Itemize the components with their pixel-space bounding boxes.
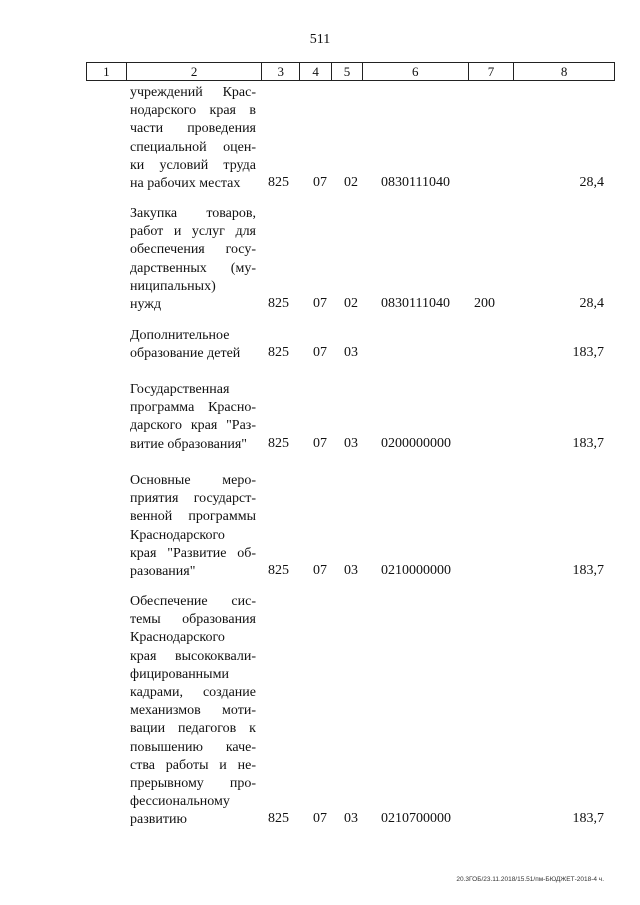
cell-col-4: 07	[313, 435, 327, 451]
cell-col-5: 03	[344, 435, 358, 451]
cell-col-5: 03	[344, 563, 358, 578]
cell-col-6: 0830111040	[381, 296, 450, 311]
cell-col-4: 07	[313, 563, 327, 578]
description-line: края высококвали-	[130, 648, 256, 664]
table-header	[86, 62, 615, 81]
cell-col-4: 07	[313, 345, 327, 361]
description-line: механизмов моти-	[130, 703, 256, 719]
footer-stamp: 20.3ГОБ/23.11.2018/15.51/пм-БЮДЖЕТ-2018-4 ч.	[456, 876, 604, 883]
description-line: ниципальных)	[130, 278, 216, 294]
cell-col-3: 825	[268, 435, 289, 451]
description-line: нужд	[130, 297, 162, 313]
description-line: кадрами, создание	[130, 685, 256, 701]
description-line: Дополнительное	[130, 328, 230, 343]
cell-col-5: 03	[344, 345, 358, 361]
row-description	[130, 84, 256, 193]
cell-col-6: 0200000000	[381, 435, 451, 451]
cell-col-5: 02	[344, 175, 358, 190]
cell-col-8: 28,4	[579, 175, 604, 190]
cell-col-8: 28,4	[579, 296, 604, 311]
description-line: части проведения	[130, 121, 256, 137]
page-number: 511	[309, 32, 331, 47]
row-description	[130, 205, 256, 314]
description-line: Основные меро-	[130, 473, 256, 488]
row-description	[130, 381, 256, 454]
cell-col-3: 825	[268, 563, 289, 578]
description-line: развитию	[130, 812, 187, 828]
cell-col-8: 183,7	[572, 435, 604, 451]
description-line: Обеспечение сис-	[130, 594, 256, 609]
description-line: витие образования"	[130, 436, 247, 452]
description-line: фицированными	[130, 666, 229, 682]
cell-col-7: 200	[474, 296, 495, 311]
description-line: на рабочих местах	[130, 176, 241, 192]
description-line: программа Красно-	[130, 400, 256, 416]
description-line: темы образования	[130, 612, 256, 628]
cell-col-4: 07	[313, 175, 327, 190]
description-line: венной программы	[130, 509, 256, 525]
cell-col-5: 03	[344, 811, 358, 827]
description-line: разования"	[130, 564, 196, 580]
header-col-2: 2	[127, 63, 262, 80]
description-line: прерывному про-	[130, 776, 256, 792]
header-col-3: 3	[262, 63, 300, 80]
cell-col-3: 825	[268, 296, 289, 311]
description-line: учреждений Крас-	[130, 85, 256, 100]
row-description	[130, 472, 256, 581]
cell-col-8: 183,7	[572, 345, 604, 361]
header-col-4: 4	[300, 63, 332, 80]
description-line: образование детей	[130, 346, 241, 362]
row-description	[130, 593, 256, 830]
description-line: приятия государст-	[130, 491, 256, 507]
cell-col-6: 0210000000	[381, 563, 451, 578]
description-line: дарского края "Раз-	[130, 418, 256, 434]
row-description	[130, 327, 256, 363]
cell-col-3: 825	[268, 175, 289, 190]
description-line: дарственных (му-	[130, 260, 256, 276]
header-col-7: 7	[469, 63, 515, 80]
description-line: края "Развитие об-	[130, 545, 256, 561]
header-col-8: 8	[560, 63, 568, 79]
header-col-6: 6	[363, 63, 469, 80]
description-line: Краснодарского	[130, 630, 225, 646]
cell-col-5: 02	[344, 296, 358, 311]
cell-col-4: 07	[313, 296, 327, 311]
cell-col-6: 0830111040	[381, 175, 450, 190]
description-line: ства работы и не-	[130, 757, 256, 773]
cell-col-3: 825	[268, 811, 289, 827]
description-line: обеспечения госу-	[130, 242, 256, 258]
description-line: работ и услуг для	[130, 224, 256, 240]
description-line: специальной оцен-	[130, 139, 256, 155]
description-line: нодарского края в	[130, 103, 256, 119]
header-col-5: 5	[332, 63, 363, 80]
header-col-1: 1	[87, 63, 127, 80]
cell-col-3: 825	[268, 345, 289, 361]
cell-col-4: 07	[313, 811, 327, 827]
description-line: Закупка товаров,	[130, 206, 256, 221]
description-line: ки условий труда	[130, 157, 256, 173]
cell-col-8: 183,7	[572, 563, 604, 578]
description-line: вации педагогов к	[130, 721, 256, 737]
description-line: Государственная	[130, 382, 230, 397]
description-line: фессиональному	[130, 794, 230, 810]
cell-col-6: 0210700000	[381, 811, 451, 827]
cell-col-8: 183,7	[572, 811, 604, 827]
description-line: повышению каче-	[130, 739, 256, 755]
description-line: Краснодарского	[130, 527, 225, 543]
